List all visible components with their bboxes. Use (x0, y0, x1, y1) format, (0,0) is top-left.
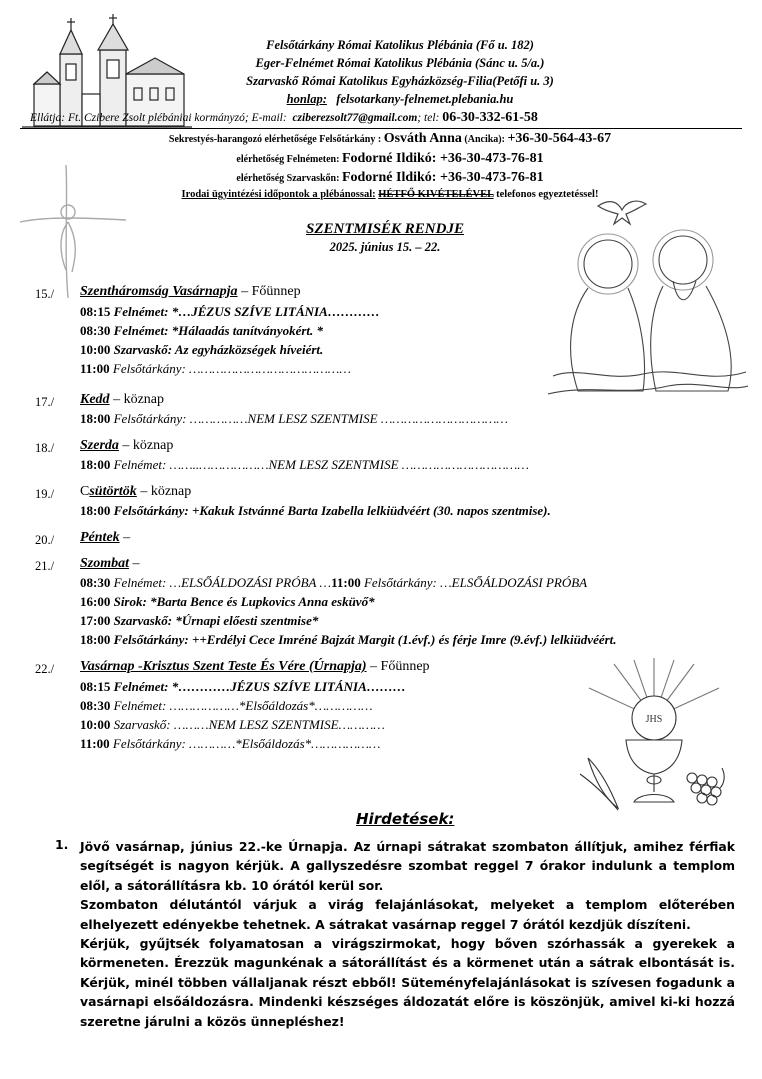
felnemet-contact (60, 151, 720, 167)
parish-line-2: Eger-Felnémet Római Katolikus Plébánia (Sánc u. 5/a.) (255, 56, 545, 70)
mass-line: 18:00 Felsőtárkány: ++Erdélyi Cece Imréné Bajzát Margit (1.évf.) és férje Imre (9.évf.) lelkiüdvéért. (80, 632, 617, 647)
day-title-17 (80, 392, 164, 408)
day-date: 15./ (35, 287, 55, 301)
day-suffix: – (119, 530, 131, 545)
day-date: 22./ (35, 662, 55, 676)
mass-line: 16:00 Sirok: *Barta Bence és Lupkovics Anna esküvő* (80, 594, 375, 609)
phone-number: 06-30-332-61-58 (442, 110, 538, 125)
announcement-paragraph: Kérjük, gyűjtsék folyamatosan a virágszirmokat, hogy bőven szórhassák a gyerekek a körmeneten. Érezzük magunkénak a sátorállítást és a körmenet után a sátrak elbontását is. Kérjük, minél többen vállaljanak részt ebből! Süteményfelajánlásokat is szívesen fogadunk a vasárnapi elsőáldozásra. Mindenki készséges áldozatát előre is köszönjük, amivel ki-ki hozzá szeretne járulni a közös ünnepléshez! (80, 936, 735, 1029)
day-title-15 (80, 284, 301, 300)
mass-line: 17:00 Szarvaskő: *Úrnapi előesti szentmise* (80, 613, 319, 628)
office-hours (60, 189, 720, 200)
sexton-contact (60, 131, 720, 147)
homepage-label: honlap: (286, 92, 327, 106)
mass-line: 11:00 Felsőtárkány: …………*Elsőáldozás*……………… (80, 736, 381, 751)
day-suffix: – (129, 556, 140, 571)
day-name: Szentháromság Vasárnapja (80, 284, 238, 299)
day-name: Kedd (80, 392, 110, 407)
announcement-number: 1. (55, 837, 69, 852)
homepage-line (200, 92, 600, 107)
chalice-icon (574, 658, 734, 818)
day-name: Szerda (80, 438, 119, 453)
tel-prefix: ; tel: (417, 112, 440, 124)
day-date: 19./ (35, 487, 55, 501)
mass-line: 08:15 Felnémet: *…………JÉZUS SZÍVE LITÁNIA……… (80, 679, 406, 694)
trinity-icon (548, 226, 748, 396)
chalice-label: JHS (645, 714, 663, 725)
mass-line: 08:30 Felnémet: …ELSŐÁLDOZÁSI PRÓBA …11:00 Felsőtárkány: …ELSŐÁLDOZÁSI PRÓBA (80, 575, 588, 590)
day-suffix: – Főünnep (237, 284, 301, 299)
office-hours-label: Irodai ügyintézési időpontok a plébánossal: (181, 189, 376, 200)
day-date: 17./ (35, 395, 55, 409)
szarvasko-contact (60, 170, 720, 186)
day-title-19 (80, 484, 191, 500)
day-name: Szombat (80, 556, 130, 571)
day-name: Péntek (80, 530, 120, 545)
sexton-prefix: Sekrestyés-harangozó elérhetősége Felsőtárkány : (168, 134, 382, 145)
schedule-title: SZENTMISÉK RENDJE (306, 221, 464, 237)
felnemet-prefix: elérhetőség Felnémeten: (236, 154, 340, 165)
schedule-dates: 2025. június 15. – 22. (329, 240, 441, 254)
day-name: sütörtök (89, 484, 137, 499)
parish-line-3: Szarvaskő Római Katolikus Egyházközség-Filia(Petőfi u. 3) (246, 74, 554, 88)
felnemet-phone: Fodorné Ildikó: +36-30-473-76-81 (341, 151, 544, 166)
day-date: 18./ (35, 441, 55, 455)
announcements-title: Hirdetések: (356, 810, 455, 828)
day-suffix: – köznap (136, 484, 192, 499)
email-link[interactable]: cziberezsolt77@gmail.com (292, 112, 418, 124)
mass-line: 18:00 Felsőtárkány: ……………NEM LESZ SZENTMISE …………………………… (80, 411, 508, 426)
day-suffix: – Főünnep (366, 659, 430, 674)
day-title-18 (80, 438, 173, 454)
sexton-phone: +36-30-564-43-67 (507, 131, 612, 146)
day-title-21 (80, 556, 140, 572)
szarvasko-prefix: elérhetőség Szarvaskőn: (236, 173, 340, 184)
day-title-20 (80, 530, 130, 546)
announcement-body (80, 837, 735, 1031)
admin-prefix: Ellátja: Ft. Czibere Zsolt plébániai kormányzó; E-mail: (30, 112, 287, 124)
dove-icon (596, 196, 648, 226)
admin-line (30, 110, 742, 126)
mass-line: 18:00 Felnémet: ……..………………NEM LESZ SZENTMISE …………………………… (80, 457, 529, 472)
header-divider (20, 128, 742, 129)
office-hours-exception: HÉTFŐ KIVÉTELÉVEL (378, 189, 494, 200)
office-hours-note: telefonos egyeztetéssel! (496, 189, 599, 200)
parish-line-1: Felsőtárkány Római Katolikus Plébánia (Fő u. 182) (266, 38, 534, 52)
sexton-nick: (Ancika): (464, 134, 505, 145)
announcement-paragraph: Szombaton délutántól várjuk a virág felajánlásokat, melyeket a templom előterében elhelyezett edényekbe tehetnek. A sátrakat vasárnap reggel 7 órától kezdjük díszíteni. (80, 897, 735, 932)
szarvasko-phone: Fodorné Ildikó: +36-30-473-76-81 (341, 170, 544, 185)
mass-line: 08:30 Felnémet: *Hálaadás tanítványokért. * (80, 323, 324, 338)
day-name-initial: C (80, 484, 90, 499)
mass-line: 10:00 Szarvaskő: ………NEM LESZ SZENTMISE………… (80, 717, 385, 732)
mass-line: 08:15 Felnémet: *…JÉZUS SZÍVE LITÁNIA………… (80, 304, 380, 319)
day-title-22 (80, 659, 430, 675)
mass-line: 18:00 Felsőtárkány: +Kakuk Istvánné Barta Izabella lelkiüdvéért (30. napos szentmise). (80, 503, 551, 518)
day-date: 21./ (35, 559, 55, 573)
announcement-paragraph: Jövő vasárnap, június 22.-ke Úrnapja. Az úrnapi sátrakat szombaton állítjuk, amihez férfiak segítségét is nagyon kérjük. A gallyszedésre szombat reggel 7 órakor indulunk a templom elől, a sátorállításra kb. 10 órától kerül sor. (80, 839, 735, 893)
day-date: 20./ (35, 533, 55, 547)
mass-line: 11:00 Felsőtárkány: …………………………………… (80, 361, 351, 376)
mass-line: 10:00 Szarvaskő: Az egyházközségek híveiért. (80, 342, 324, 357)
day-suffix: – köznap (109, 392, 164, 407)
homepage-link[interactable]: felsotarkany-felnemet.plebania.hu (336, 92, 514, 106)
day-suffix: – köznap (118, 438, 174, 453)
mass-line: 08:30 Felnémet: ………………*Elsőáldozás*…………… (80, 698, 373, 713)
sexton-name: Osváth Anna (383, 131, 462, 146)
day-name: Vasárnap -Krisztus Szent Teste És Vére (Úrnapja) (80, 659, 367, 674)
